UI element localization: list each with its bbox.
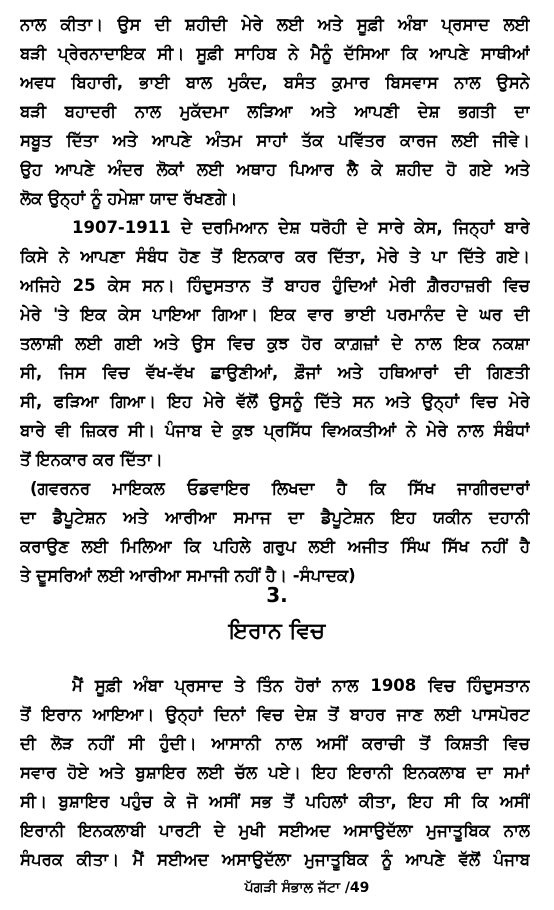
body-text-line: 1907-1911 ਦੇ ਦਰਮਿਆਨ ਦੇਸ਼ ਧਰੋਹੀ ਦੇ ਸਾਰੇ ਕੇਸ, ਜਿਨ੍ਹਾਂ ਬਾਰੇ <box>72 218 530 237</box>
body-text-line: ਅਵਧ ਬਿਹਾਰੀ, ਭਾਈ ਬਾਲ ਮੁਕੰਦ, ਬਸੰਤ ਕੁਮਾਰ ਬਿਸਵਾਸ ਨਾਲ ਉਸਨੇ <box>20 73 530 92</box>
body-text-line: ਸਵਾਰ ਹੋਏ ਅਤੇ ਬੁਸ਼ਾਇਰ ਲਈ ਚੱਲ ਪਏ। ਇਹ ਇਰਾਨੀ ਇਨਕਲਾਬ ਦਾ ਸਮਾਂ <box>20 763 530 782</box>
page-footer: ਪੱਗੜੀ ਸੰਭਾਲ ਜੱਟਾ /49 <box>244 880 370 896</box>
body-text-line: ਕਿਸੇ ਨੇ ਆਪਣਾ ਸੰਬੰਧ ਹੋਣ ਤੋਂ ਇਨਕਾਰ ਕਰ ਦਿੱਤਾ, ਮੇਰੇ ਤੇ ਪਾ ਦਿੱਤੇ ਗਏ। <box>20 247 530 266</box>
editor-note-line: ਕਰਾਉਣ ਲਈ ਮਿਲਿਆ ਕਿ ਪਹਿਲੇ ਗਰੁਪ ਲਈ ਅਜੀਤ ਸਿੰਘ ਸਿੱਖ ਨਹੀਂ ਹੈ <box>20 537 530 556</box>
body-text-line: ਉਹ ਆਪਣੇ ਅੰਦਰ ਲੋਕਾਂ ਲਈ ਅਥਾਹ ਪਿਆਰ ਲੈ ਕੇ ਸ਼ਹੀਦ ਹੋ ਗਏ ਅਤੇ <box>20 160 530 179</box>
body-text-line: ਸੰਪਰਕ ਕੀਤਾ। ਮੈਂ ਸਈਅਦ ਅਸਾਉਦੱਲਾ ਮੁਜਾਤੂਬਿਕ ਨੂੰ ਆਪਣੇ ਵੱਲੋਂ ਪੰਜਾਬ <box>20 850 530 869</box>
chapter-title: ਇਰਾਨ ਵਿਚ <box>228 619 326 644</box>
body-text-line: ਲੋਕ ਉਨ੍ਹਾਂ ਨੂੰ ਹਮੇਸ਼ਾ ਯਾਦ ਰੱਖਣਗੇ। <box>20 189 238 208</box>
chapter-number: 3. <box>266 583 288 607</box>
editor-note-line: ਦਾ ਡੈਪੂਟੇਸ਼ਨ ਅਤੇ ਆਰੀਆ ਸਮਾਜ ਦਾ ਡੈਪੂਟੇਸ਼ਨ ਇਹ ਯਕੀਨ ਦਹਾਨੀ <box>20 508 530 527</box>
body-text-line: ਤਲਾਸ਼ੀ ਲਈ ਗਈ ਅਤੇ ਉਸ ਵਿਚ ਕੁਝ ਹੋਰ ਕਾਗ਼ਜ਼ਾਂ ਦੇ ਨਾਲ ਇਕ ਨਕਸ਼ਾ <box>20 334 530 353</box>
body-text-line: ਅਜਿਹੇ 25 ਕੇਸ ਸਨ। ਹਿੰਦੁਸਤਾਨ ਤੋਂ ਬਾਹਰ ਹੁੰਦਿਆਂ ਮੇਰੀ ਗ਼ੈਰਹਾਜ਼ਰੀ ਵਿਚ <box>20 276 530 295</box>
body-text-line: ਦੀ ਲੋੜ ਨਹੀਂ ਸੀ ਹੁੰਦੀ। ਆਸਾਨੀ ਨਾਲ ਅਸੀਂ ਕਰਾਚੀ ਤੋਂ ਕਿਸ਼ਤੀ ਵਿਚ <box>20 734 530 753</box>
body-text-line: ਮੈਂ ਸੂਫ਼ੀ ਅੰਬਾ ਪ੍ਰਸਾਦ ਤੇ ਤਿੰਨ ਹੋਰਾਂ ਨਾਲ 1908 ਵਿਚ ਹਿੰਦੁਸਤਾਨ <box>72 676 530 695</box>
body-text-line: ਇਰਾਨੀ ਇਨਕਲਾਬੀ ਪਾਰਟੀ ਦੇ ਮੁਖੀ ਸਈਅਦ ਅਸਾਉਦੱਲਾ ਮੁਜਾਤੂਬਿਕ ਨਾਲ <box>20 821 530 840</box>
body-text-line: ਬਾਰੇ ਵੀ ਜ਼ਿਕਰ ਸੀ। ਪੰਜਾਬ ਦੇ ਕੁਝ ਪ੍ਰਸਿੱਧ ਵਿਅਕਤੀਆਂ ਨੇ ਮੇਰੇ ਨਾਲ ਸੰਬੰਧਾਂ <box>20 421 530 440</box>
body-text-line: ਨਾਲ ਕੀਤਾ। ਉਸ ਦੀ ਸ਼ਹੀਦੀ ਮੇਰੇ ਲਈ ਅਤੇ ਸੂਫ਼ੀ ਅੰਬਾ ਪ੍ਰਸਾਦ ਲਈ <box>20 15 530 34</box>
body-text-line: ਮੇਰੇ 'ਤੇ ਇਕ ਕੇਸ ਪਾਇਆ ਗਿਆ। ਇਕ ਵਾਰ ਭਾਈ ਪਰਮਾਨੰਦ ਦੇ ਘਰ ਦੀ <box>20 305 530 324</box>
body-text-line: ਤੋਂ ਇਰਾਨ ਆਇਆ। ਉਨ੍ਹਾਂ ਦਿਨਾਂ ਵਿਚ ਦੇਸ਼ ਤੋਂ ਬਾਹਰ ਜਾਣ ਲਈ ਪਾਸਪੋਰਟ <box>20 705 530 724</box>
editor-note-line: (ਗਵਰਨਰ ਮਾਇਕਲ ਓਡਵਾਇਰ ਲਿਖਦਾ ਹੈ ਕਿ ਸਿੱਖ ਜਾਗੀਰਦਾਰਾਂ <box>30 479 530 498</box>
body-text-line: ਸੀ, ਜਿਸ ਵਿਚ ਵੱਖ-ਵੱਖ ਛਾਉਣੀਆਂ, ਫ਼ੌਜਾਂ ਅਤੇ ਹਥਿਆਰਾਂ ਦੀ ਗਿਣਤੀ <box>20 363 530 382</box>
body-text-line: ਸੀ। ਬੁਸ਼ਾਇਰ ਪਹੁੰਚ ਕੇ ਜੋ ਅਸੀਂ ਸਭ ਤੋਂ ਪਹਿਲਾਂ ਕੀਤਾ, ਇਹ ਸੀ ਕਿ ਅਸੀਂ <box>20 792 530 811</box>
editor-note-line: ਤੇ ਦੂਸਰਿਆਂ ਲਈ ਆਰੀਆ ਸਮਾਜੀ ਨਹੀਂ ਹੈ। -ਸੰਪਾਦਕ) <box>20 566 356 585</box>
body-text-line: ਸੀ, ਫੜਿਆ ਗਿਆ। ਇਹ ਮੇਰੇ ਵੱਲੋਂ ਉਸਨੂੰ ਦਿੱਤੇ ਸਨ ਅਤੇ ਉਨ੍ਹਾਂ ਵਿਚ ਮੇਰੇ <box>20 392 530 411</box>
body-text-line: ਬੜੀ ਬਹਾਦਰੀ ਨਾਲ ਮੁਕੱਦਮਾ ਲੜਿਆ ਅਤੇ ਆਪਣੀ ਦੇਸ਼ ਭਗਤੀ ਦਾ <box>20 102 530 121</box>
body-text-line: ਬੜੀ ਪ੍ਰੇਰਨਾਦਾਇਕ ਸੀ। ਸੂਫ਼ੀ ਸਾਹਿਬ ਨੇ ਮੈਨੂੰ ਦੱਸਿਆ ਕਿ ਆਪਣੇ ਸਾਥੀਆਂ <box>20 44 530 63</box>
body-text-line: ਤੋਂ ਇਨਕਾਰ ਕਰ ਦਿੱਤਾ। <box>20 450 163 469</box>
body-text-line: ਸਬੂਤ ਦਿੱਤਾ ਅਤੇ ਆਪਣੇ ਅੰਤਮ ਸਾਹਾਂ ਤੱਕ ਪਵਿੱਤਰ ਕਾਰਜ ਲਈ ਜੀਵੇ। <box>20 131 530 150</box>
